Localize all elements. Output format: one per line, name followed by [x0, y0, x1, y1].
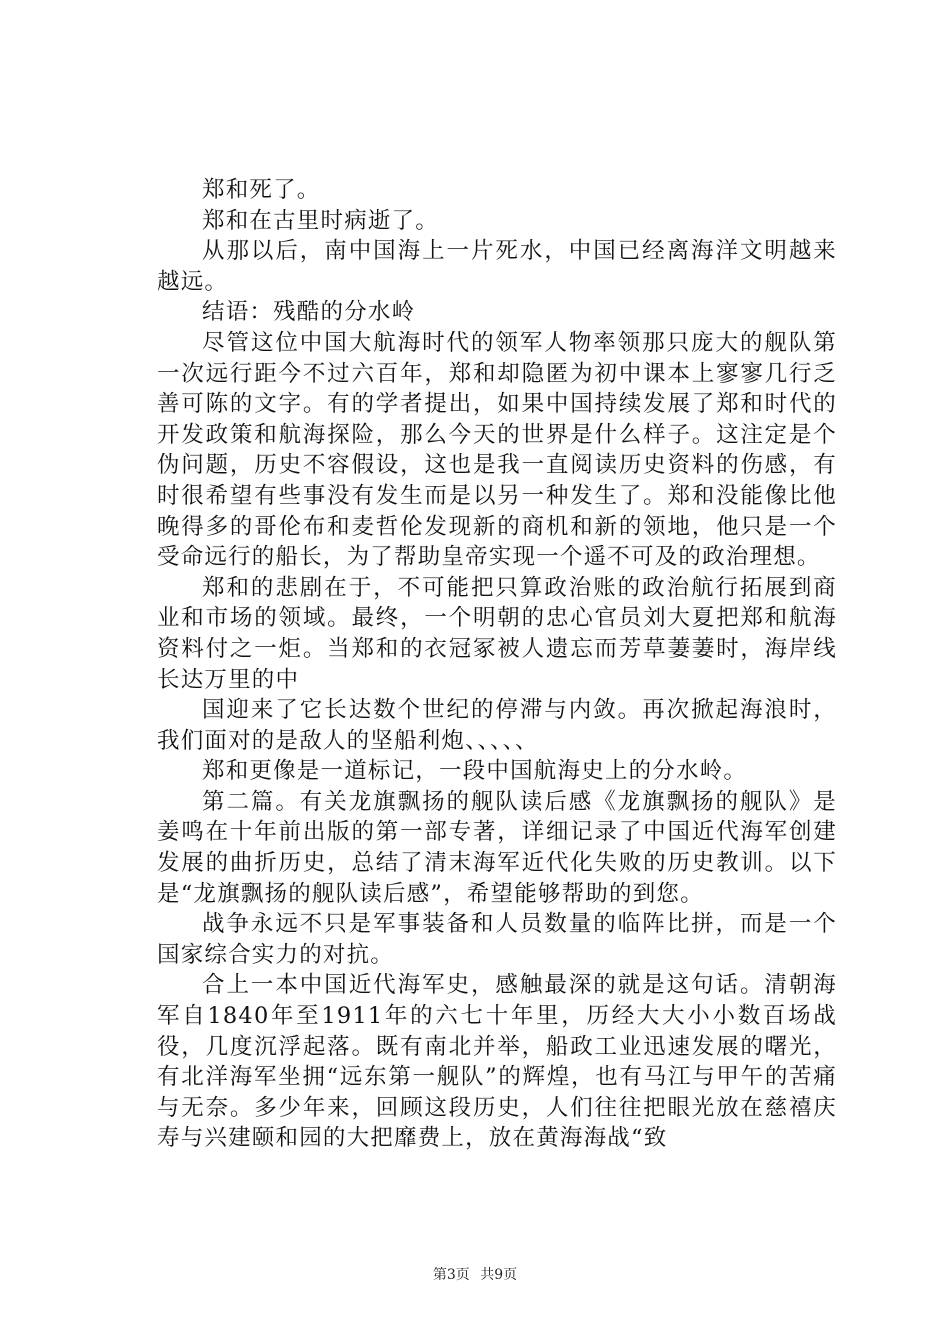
paragraph: 合上一本中国近代海军史，感触最深的就是这句话。清朝海军自1840年至1911年的六七十年里，历经大大小小数百场战役，几度沉浮起落。既有南北并举，船政工业迅速发展的曙光，有北洋海军坐拥“远东第一舰队”的辉煌，也有马江与甲午的苦痛与无奈。多少年来，回顾这段历史，人们往往把眼光放在慈禧庆寿与兴建颐和园的大把靡费上，放在黄海海战“致	[157, 972, 837, 1152]
page-footer	[0, 1264, 950, 1284]
paragraph: 战争永远不只是军事装备和人员数量的临阵比拼，而是一个国家综合实力的对抗。	[157, 911, 837, 968]
paragraph: 国迎来了它长达数个世纪的停滞与内敛。再次掀起海浪时，我们面对的是敌人的坚船利炮、、、、、	[157, 697, 837, 754]
paragraph: 郑和更像是一道标记，一段中国航海史上的分水岭。	[202, 758, 748, 785]
paragraph: 郑和在古里时病逝了。	[202, 207, 440, 234]
page-number: 第3页	[432, 1267, 470, 1283]
paragraph: 郑和死了。	[202, 177, 321, 203]
paragraph: 从那以后，南中国海上一片死水，中国已经离海洋文明越来越远。	[157, 238, 837, 295]
section-heading: 结语：残酷的分水岭	[202, 299, 416, 326]
paragraph: 第二篇。有关龙旗飘扬的舰队读后感《龙旗飘扬的舰队》是姜鸣在十年前出版的第一部专著，详细记录了中国近代海军创建发展的曲折历史，总结了清末海军近代化失败的历史教训。以下是“龙旗飘扬的舰队读后感”，希望能够帮助的到您。	[157, 788, 837, 907]
total-pages: 共9页	[480, 1267, 518, 1283]
paragraph: 郑和的悲剧在于，不可能把只算政治账的政治航行拓展到商业和市场的领域。最终，一个明朝的忠心官员刘大夏把郑和航海资料付之一炬。当郑和的衣冠冢被人遗忘而芳草萋萋时，海岸线长达万里的中	[157, 574, 837, 693]
paragraph: 尽管这位中国大航海时代的领军人物率领那只庞大的舰队第一次远行距今不过六百年，郑和却隐匿为初中课本上寥寥几行乏善可陈的文字。有的学者提出，如果中国持续发展了郑和时代的开发政策和航海探险，那么今天的世界是什么样子。这注定是个伪问题，历史不容假设，这也是我一直阅读历史资料的伤感，有时很希望有些事没有发生而是以另一种发生了。郑和没能像比他晚得多的哥伦布和麦哲伦发现新的商机和新的领地，他只是一个受命远行的船长，为了帮助皇帝实现一个遥不可及的政治理想。	[157, 329, 837, 571]
document-body	[157, 175, 837, 1154]
